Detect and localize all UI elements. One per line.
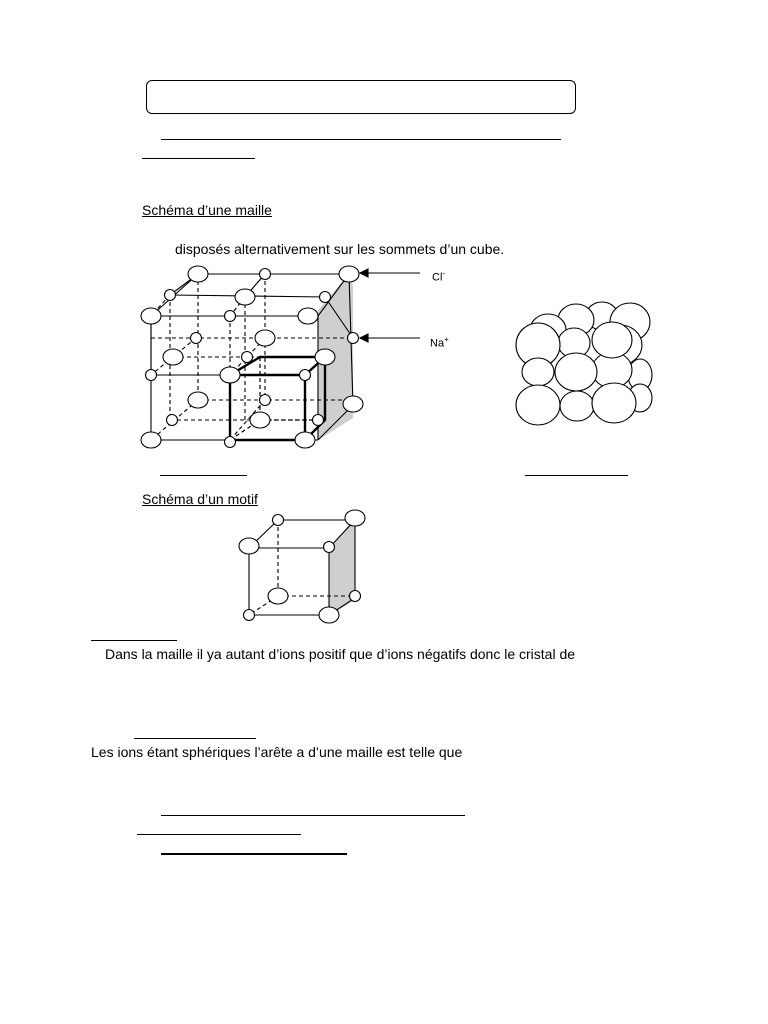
sodium-ion [167,415,178,426]
sodium-charge: + [444,335,449,344]
sodium-ion [146,370,157,381]
chloride-ion [255,330,275,346]
sphere [555,353,597,391]
chloride-ion [298,308,318,324]
sub-cube-edge [230,375,305,440]
blank-line [134,738,256,739]
sodium-ion [324,542,335,553]
edge-text: Les ions étant sphériques l’arête a d’une maille est telle que [91,744,463,760]
sodium-ion [165,290,176,301]
sodium-ion [313,415,324,426]
chloride-ion [295,432,315,448]
chloride-symbol: Cl [432,271,443,284]
sodium-symbol: Na [430,337,445,350]
chloride-ion [141,308,161,324]
blank-line [160,475,247,476]
motif-edge [249,548,329,615]
chloride-label [432,266,445,286]
sodium-ion [273,515,284,526]
chloride-ion [315,349,335,365]
arrangement-text: disposés alternativement sur les sommets d’un cube. [175,241,505,257]
chloride-ion [141,432,161,448]
sodium-ion [242,352,253,363]
chloride-charge: - [442,269,446,278]
chloride-ion [345,510,365,526]
sphere [516,385,560,425]
chloride-ion [250,412,270,428]
blank-line [91,640,177,641]
blank-line [137,834,301,835]
sodium-ion [260,395,271,406]
sodium-ion [191,333,202,344]
sodium-ion [260,269,271,280]
sodium-ion [225,437,236,448]
sodium-ion [348,333,359,344]
sodium-ion [300,370,311,381]
chloride-ion [319,607,339,623]
chloride-ion [188,266,208,282]
sodium-ion [320,292,331,303]
chloride-ion [235,289,255,305]
section-heading-motif: Schéma d’un motif [142,491,258,507]
blank-line [161,853,347,855]
sodium-label [430,332,449,352]
compact-sphere-model [516,302,652,425]
sodium-ion [350,591,361,602]
chloride-ion [339,266,359,282]
balance-text: Dans la maille il ya autant d’ions positif que d’ions négatifs donc le cristal de [105,646,576,662]
sphere [522,358,554,386]
sphere [592,322,632,358]
chloride-ion [163,349,183,365]
chloride-ion [268,588,288,604]
arrow-cl-head [360,269,368,277]
chloride-ion [220,367,240,383]
sodium-ion [225,311,236,322]
blank-line [161,815,465,816]
chloride-ion [239,538,259,554]
sphere [560,391,594,421]
chloride-ion [343,396,363,412]
sphere [592,383,636,423]
section-heading-maille: Schéma d’une maille [142,202,272,218]
arrow-na-head [360,334,368,342]
blank-line [525,475,628,476]
chloride-ion [188,392,208,408]
sodium-ion [244,610,255,621]
